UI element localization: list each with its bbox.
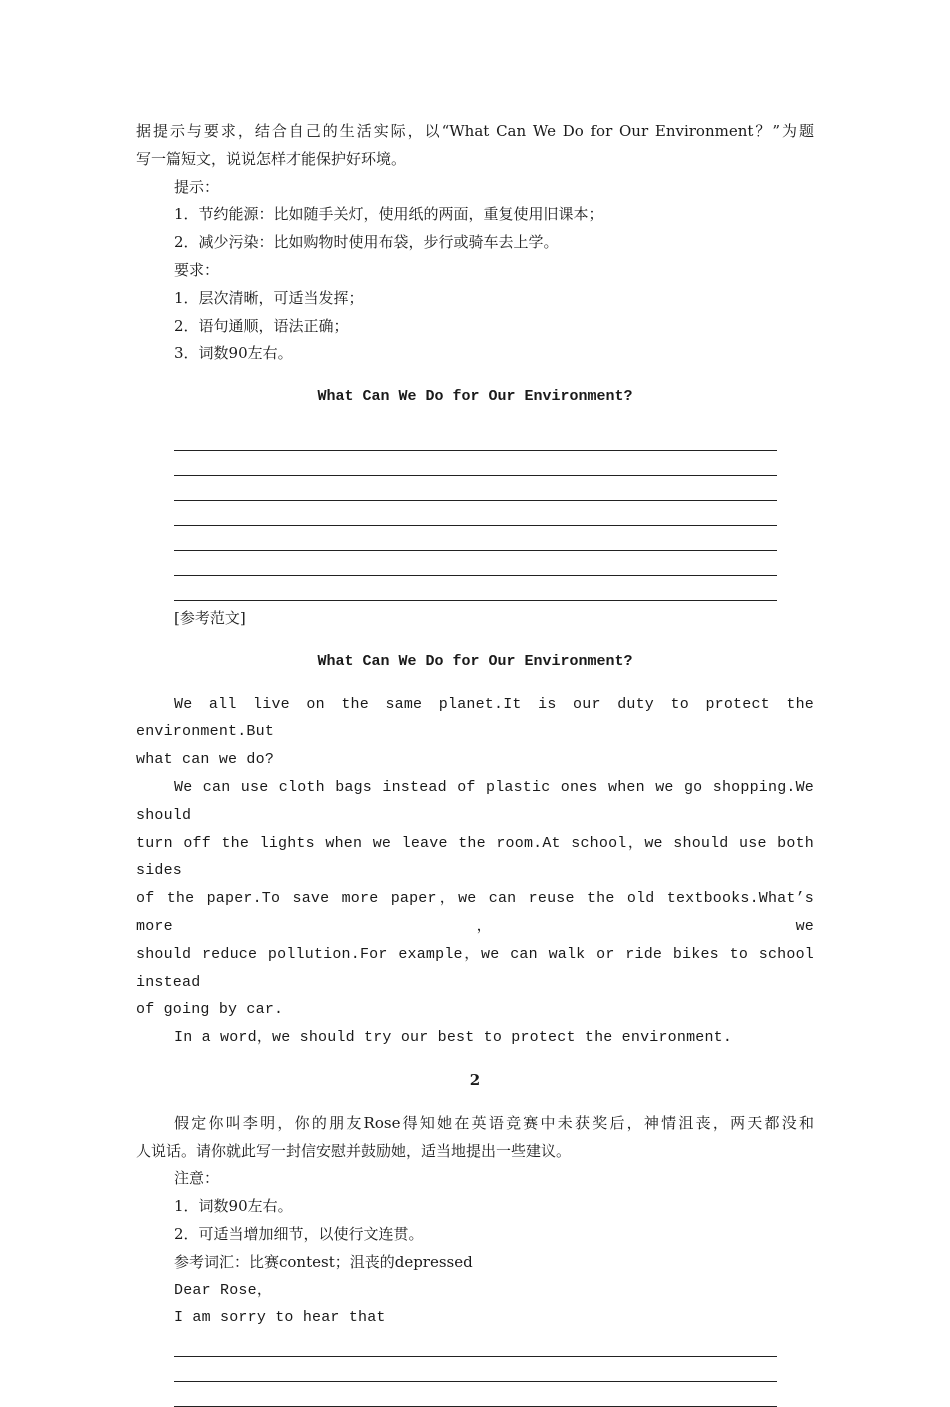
writing-line[interactable] xyxy=(174,1357,777,1382)
task1-instruction-line1: 据提示与要求，结合自己的生活实际，以“What Can We Do for Our Environment？”为题 xyxy=(136,122,814,140)
reference-title: What Can We Do for Our Environment? xyxy=(317,652,633,670)
document-page xyxy=(136,118,824,1407)
writing-line[interactable] xyxy=(174,1332,777,1357)
writing-lines[interactable] xyxy=(174,1332,777,1407)
task2-number: 2 xyxy=(469,1070,481,1089)
note-label: 注意： xyxy=(174,1169,220,1188)
reference-paragraph-line: In a word，we should try our best to protect the environment. xyxy=(174,1029,733,1047)
writing-lines[interactable] xyxy=(174,426,777,601)
reference-paragraph-line: of the paper.To save more paper，we can reuse the old textbooks.What’s more，we xyxy=(136,890,824,935)
reference-paragraph-line: turn off the lights when we leave the room.At school，we should use both sides xyxy=(136,834,824,880)
requirement-label: 要求： xyxy=(174,260,220,279)
writing-line[interactable] xyxy=(174,451,777,476)
vocab-hint: 参考词汇：比赛contest；沮丧的depressed xyxy=(174,1252,473,1271)
requirement-item: 2．语句通顺，语法正确； xyxy=(174,316,349,335)
reference-paragraph-line: We all live on the same planet.It is our duty to protect the environment.But xyxy=(136,695,824,741)
task2-instruction-line1: 假定你叫李明，你的朋友Rose得知她在英语竞赛中未获奖后，神情沮丧，两天都没和 xyxy=(174,1113,814,1132)
reference-paragraph-line: should reduce pollution.For example，we can walk or ride bikes to school instead xyxy=(136,945,824,991)
writing-line[interactable] xyxy=(174,1382,777,1407)
writing-line[interactable] xyxy=(174,551,777,576)
reference-label: [参考范文] xyxy=(174,608,246,627)
letter-salutation: Dear Rose， xyxy=(174,1281,273,1299)
task2-instruction-line2: 人说话。请你就此写一封信安慰并鼓励她，适当地提出一些建议。 xyxy=(136,1141,572,1160)
task1-title: What Can We Do for Our Environment? xyxy=(317,388,633,406)
requirement-item: 1．层次清晰，可适当发挥； xyxy=(174,288,364,307)
hint-item: 1．节约能源：比如随手关灯，使用纸的两面，重复使用旧课本； xyxy=(174,205,604,224)
hint-item: 2．减少污染：比如购物时使用布袋，步行或骑车去上学。 xyxy=(174,233,559,252)
writing-line[interactable] xyxy=(174,476,777,501)
reference-paragraph-line: what can we do? xyxy=(136,751,275,769)
writing-line[interactable] xyxy=(174,526,777,551)
letter-opening: I am sorry to hear that xyxy=(174,1309,386,1327)
reference-paragraph-line: of going by car. xyxy=(136,1001,284,1019)
note-item: 2．可适当增加细节，以使行文连贯。 xyxy=(174,1224,424,1243)
writing-line[interactable] xyxy=(174,576,777,601)
writing-line[interactable] xyxy=(174,501,777,526)
hint-label: 提示： xyxy=(174,177,220,196)
reference-paragraph-line: We can use cloth bags instead of plastic ones when we go shopping.We should xyxy=(136,778,824,824)
task1-instruction-line2: 写一篇短文，说说怎样才能保护好环境。 xyxy=(136,149,407,168)
note-item: 1．词数90左右。 xyxy=(174,1197,293,1216)
requirement-item: 3．词数90左右。 xyxy=(174,344,293,363)
writing-line[interactable] xyxy=(174,426,777,451)
